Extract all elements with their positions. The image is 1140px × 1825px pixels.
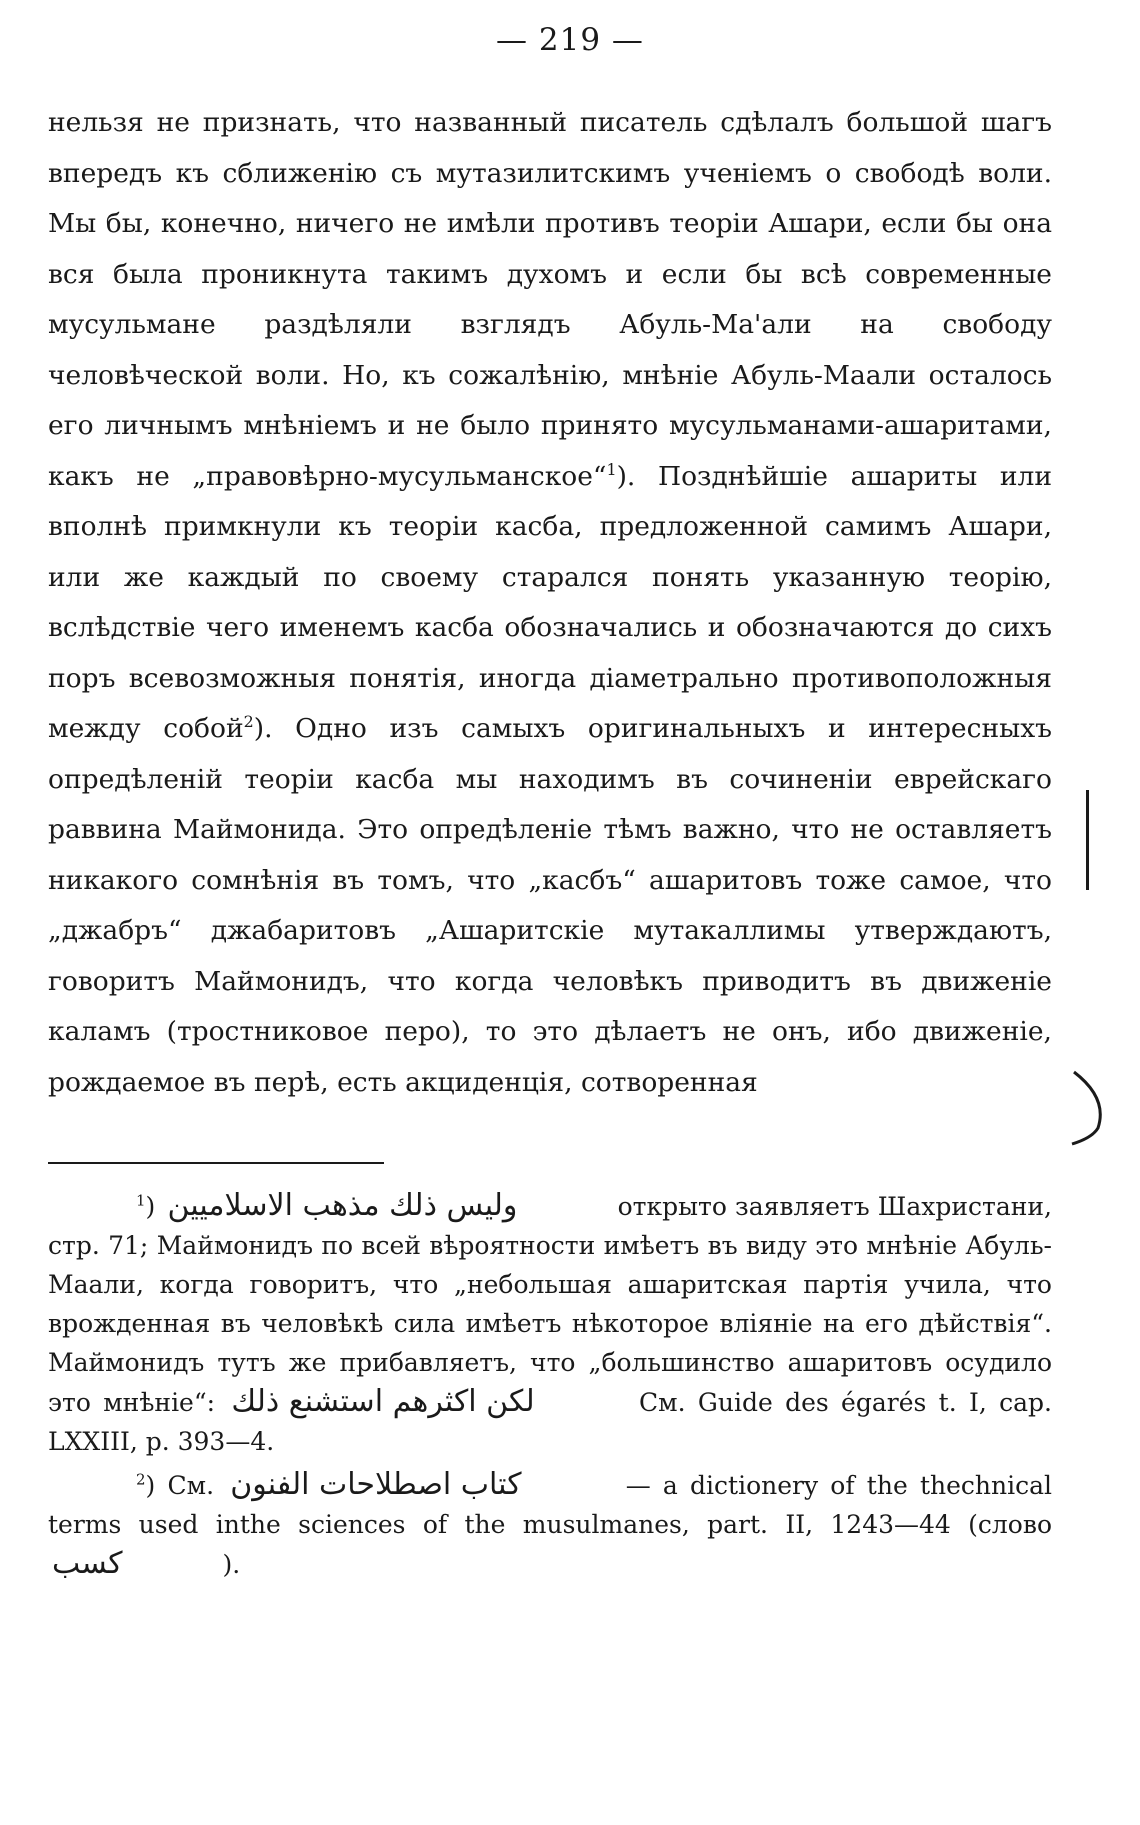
body-segment: ). Позднѣйшіе ашариты или вполнѣ примкнули къ теоріи касба, предложенной самимъ Ашари, или же каждый по своему старался понять указанную теорію, вслѣдствіе чего именемъ касба обозначались и обозначаются до сихъ поръ всевозможныя понятія, иногда діаметрально противоположныя между собой xyxy=(48,460,1052,744)
arabic-title: كتاب اصطلاحات الفنون xyxy=(230,1467,522,1502)
footnotes xyxy=(48,1186,1052,1584)
footnote-1: $^1$) وليس ذلك مذهب الاسلاميين открыто заявляетъ Шахристани, стр. 71; Маймонидъ по всей вѣроятности имѣетъ въ виду это мнѣніе Абуль-Маали, когда говоритъ, что „небольшая ашаритская партія учила, что врожденная въ человѣкѣ сила имѣетъ нѣкоторое вліяніе на его дѣйствія“. Маймонидъ тутъ же прибавляетъ, что „большинство ашаритовъ осудило это мнѣніе“: لكن اكثرهم استشنع ذلك См. Guide des égarés t. I, cap. LXXIII, p. 393—4. xyxy=(48,1188,1053,1456)
page-number: — 219 — xyxy=(496,22,644,58)
footnote-ref[interactable]: 1 xyxy=(606,459,617,479)
footnote-text: — a dictionery of the thechnical terms used inthe sciences of the musulmanes, part. II, 1243—44 (слово xyxy=(48,1471,1052,1539)
body-segment: нельзя не признать, что названный писатель сдѣлалъ большой шагъ впередъ къ сближенію съ мутазилитскимъ ученіемъ о свободѣ воли. Мы бы, конечно, ничего не имѣли противъ теоріи Ашари, если бы она вся была проникнута такимъ духомъ и если бы всѣ современные мусульмане раздѣляли взглядъ Абуль-Ма'али на свободу человѣческой воли. Но, къ сожалѣнію, мнѣніе Абуль-Маали осталось его личнымъ мнѣніемъ и не было принято мусульманами-ашаритами, какъ не „правовѣрно-мусульманское“ xyxy=(48,107,1052,492)
footnote-separator xyxy=(48,1162,384,1164)
footnote-2: $^2$) См. كتاب اصطلاحات الفنون — a dictionery of the thechnical terms used inthe sciences of the musulmanes, part. II, 1243—44 (слово كسب ). xyxy=(48,1467,1052,1581)
footnote-text: открыто заявляетъ Шахристани, стр. 71; Маймонидъ по всей вѣроятности имѣетъ въ виду это мнѣніе Абуль-Маали, когда говоритъ, что „небольшая ашаритская партія учила, что врожденная въ человѣкѣ сила имѣетъ нѣкоторое вліяніе на его дѣйствія“. Маймонидъ тутъ же прибавляетъ, что „большинство ашаритовъ осудило это мнѣніе“: xyxy=(48,1192,1053,1417)
arabic-quote: لكن اكثرهم استشنع ذلك xyxy=(231,1384,535,1419)
body-segment: ). Одно изъ самыхъ оригинальныхъ и интересныхъ опредѣленій теоріи касба мы находимъ въ сочиненіи еврейскаго раввина Маймонида. Это опредѣленіе тѣмъ важно, что не оставляетъ никакого сомнѣнія въ томъ, что „касбъ“ ашаритовъ тоже самое, что „джабръ“ джабаритовъ „Ашаритскіе мутакаллимы утверждаютъ, говоритъ Маймонидъ, что когда человѣкъ приводитъ въ движеніе каламъ (тростниковое перо), то это дѣлаетъ не онъ, ибо движеніе, рождаемое въ перѣ, есть акциденція, сотворенная xyxy=(48,713,1053,1098)
main-paragraph xyxy=(48,98,1052,1108)
footnote-text: См. xyxy=(167,1471,215,1500)
footnote-marker: 2 xyxy=(136,1470,146,1489)
arabic-word: كسب xyxy=(52,1546,123,1581)
margin-curve-mark xyxy=(1068,1068,1128,1148)
footnote-ref[interactable]: 2 xyxy=(243,712,254,732)
main-text xyxy=(48,98,1052,1108)
footnote-text: ). xyxy=(222,1550,241,1579)
arabic-quote: وليس ذلك مذهب الاسلاميين xyxy=(167,1188,518,1223)
footnote-text: См. Guide des égarés t. I, cap. LXXIII, p. 393—4. xyxy=(48,1388,1052,1456)
footnote-marker: 1 xyxy=(136,1191,146,1210)
margin-mark xyxy=(1086,790,1089,890)
